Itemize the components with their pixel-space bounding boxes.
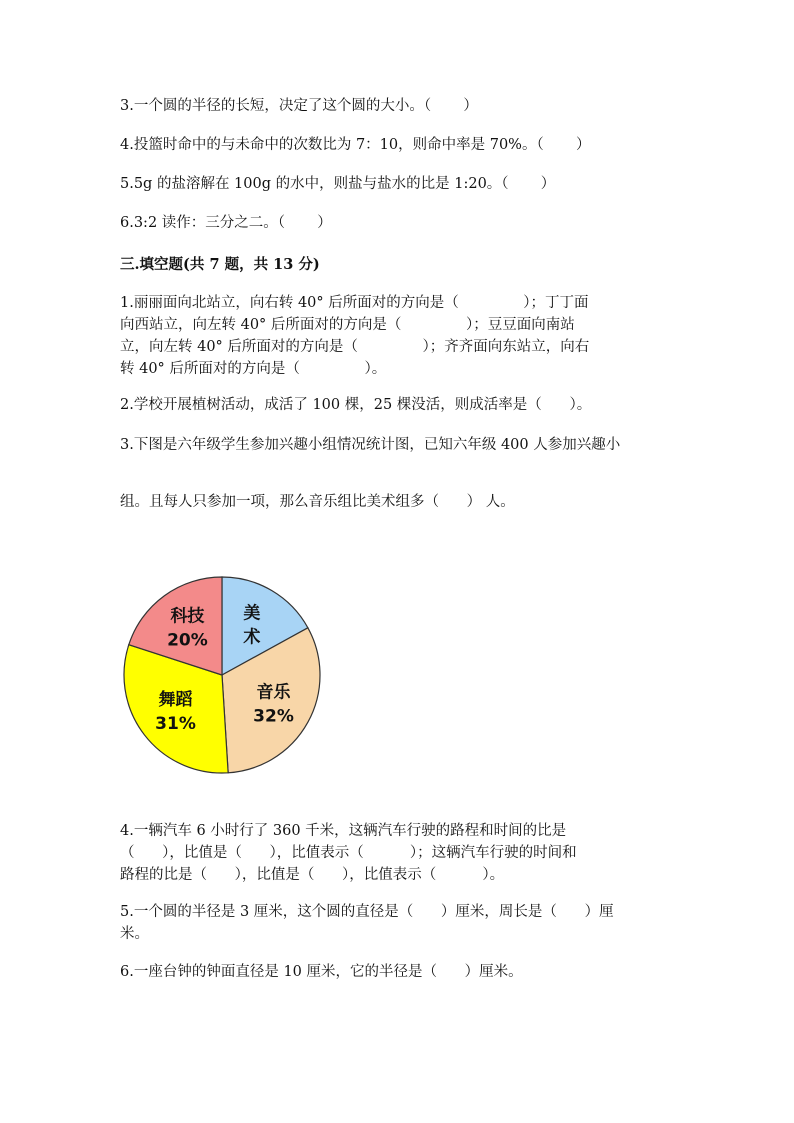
fill-q2: 2.学校开展植树活动，成活了 100 棵，25 棵没活，则成活率是（ ）。 [120, 397, 592, 413]
pie-chart [110, 565, 340, 790]
pie-label-1-0: 音乐 [256, 682, 291, 703]
pie-label-2-1: 31% [155, 714, 196, 735]
fill-q1-line: 立，向左转 40° 后所面对的方向是（ ）；齐齐面向东站立，向右 [120, 339, 590, 355]
pie-label-3-1: 20% [167, 630, 208, 651]
fill-q4-line: 路程的比是（ ），比值是（ ），比值表示（ ）。 [120, 867, 505, 883]
fill-q1-line: 向西站立，向左转 40° 后所面对的方向是（ ）；豆豆面向南站 [120, 317, 575, 333]
judge-q6: 6.3:2 读作：三分之二。（ ） [120, 215, 332, 231]
fill-q3-line1: 3.下图是六年级学生参加兴趣小组情况统计图，已知六年级 400 人参加兴趣小 [120, 437, 621, 453]
judge-q5: 5.5g 的盐溶解在 100g 的水中，则盐与盐水的比是 1:20。（ ） [120, 176, 556, 192]
fill-q4-line: 4.一辆汽车 6 小时行了 360 千米，这辆汽车行驶的路程和时间的比是 [120, 823, 567, 839]
fill-q6: 6.一座台钟的钟面直径是 10 厘米，它的半径是（ ）厘米。 [120, 964, 523, 980]
section-heading: 三.填空题(共 7 题，共 13 分) [120, 256, 320, 273]
pie-label-1-1: 32% [253, 706, 294, 727]
pie-label-2-0: 舞蹈 [158, 690, 193, 711]
judge-q3: 3.一个圆的半径的长短，决定了这个圆的大小。（ ） [120, 98, 478, 114]
pie-label-3-0: 科技 [170, 606, 205, 627]
fill-q5-line: 5.一个圆的半径是 3 厘米，这个圆的直径是（ ）厘米，周长是（ ）厘 [120, 904, 614, 920]
fill-q1-line: 1.丽丽面向北站立，向右转 40° 后所面对的方向是（ ）；丁丁面 [120, 295, 589, 311]
pie-label-0-1: 术 [243, 627, 261, 648]
pie-label-0-0: 美 [243, 603, 261, 624]
fill-q1 [120, 292, 675, 380]
judge-q4: 4.投篮时命中的与未命中的次数比为 7：10，则命中率是 70%。（ ） [120, 137, 591, 153]
fill-q4 [120, 820, 675, 886]
fill-q5-line: 米。 [120, 926, 149, 942]
fill-q3-line2: 组。且每人只参加一项，那么音乐组比美术组多（ ） 人。 [120, 494, 515, 510]
fill-q4-line: （ ），比值是（ ），比值表示（ ）；这辆汽车行驶的时间和 [120, 845, 577, 861]
fill-q5 [120, 901, 675, 945]
fill-q1-line: 转 40° 后所面对的方向是（ ）。 [120, 361, 387, 377]
